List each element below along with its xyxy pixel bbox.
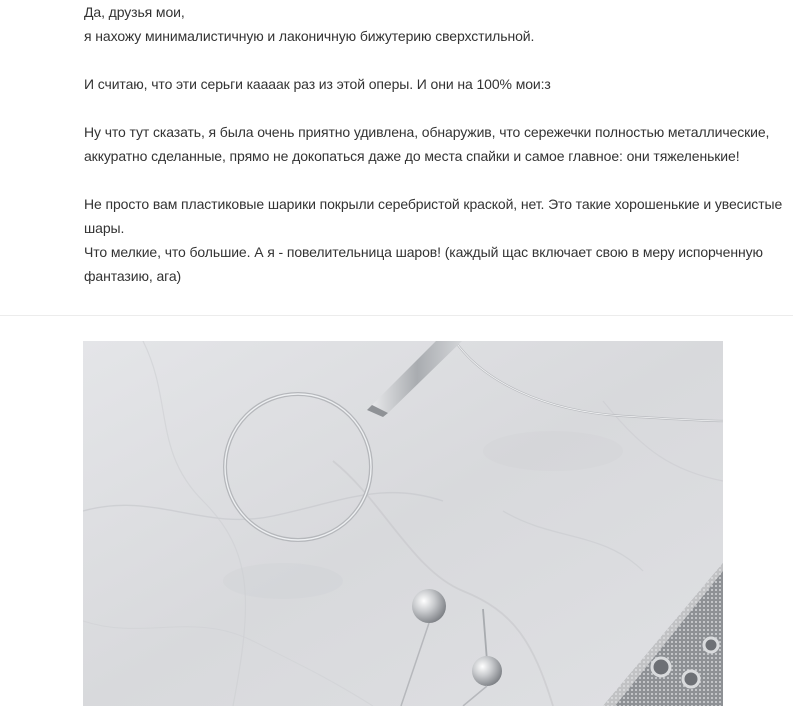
review-line: Да, друзья мои, (84, 4, 185, 20)
review-line: аккуратно сделанные, прямо не докопаться даже до места спайки и самое главное: они тяжеленькие! (84, 148, 740, 164)
review-line: Что мелкие, что большие. А я - повелительница шаров! (каждый щас включает свою в меру испорченную (84, 244, 763, 260)
divider (0, 315, 793, 316)
review-text (84, 0, 783, 288)
product-photo[interactable] (83, 341, 723, 706)
review-line: Не просто вам пластиковые шарики покрыли серебристой краской, нет. Это такие хорошенькие и увесистые (84, 196, 783, 212)
review-line: шары. (84, 220, 125, 236)
review-line: Ну что тут сказать, я была очень приятно удивлена, обнаружив, что сережечки полностью металлические, (84, 124, 770, 140)
review-line: я нахожу минималистичную и лаконичную бижутерию сверхстильной. (84, 28, 535, 44)
review-line: И считаю, что эти серьги кааaак раз из этой оперы. И они на 100% мои:з (84, 76, 551, 92)
review-line: фантазию, ага) (84, 268, 182, 284)
